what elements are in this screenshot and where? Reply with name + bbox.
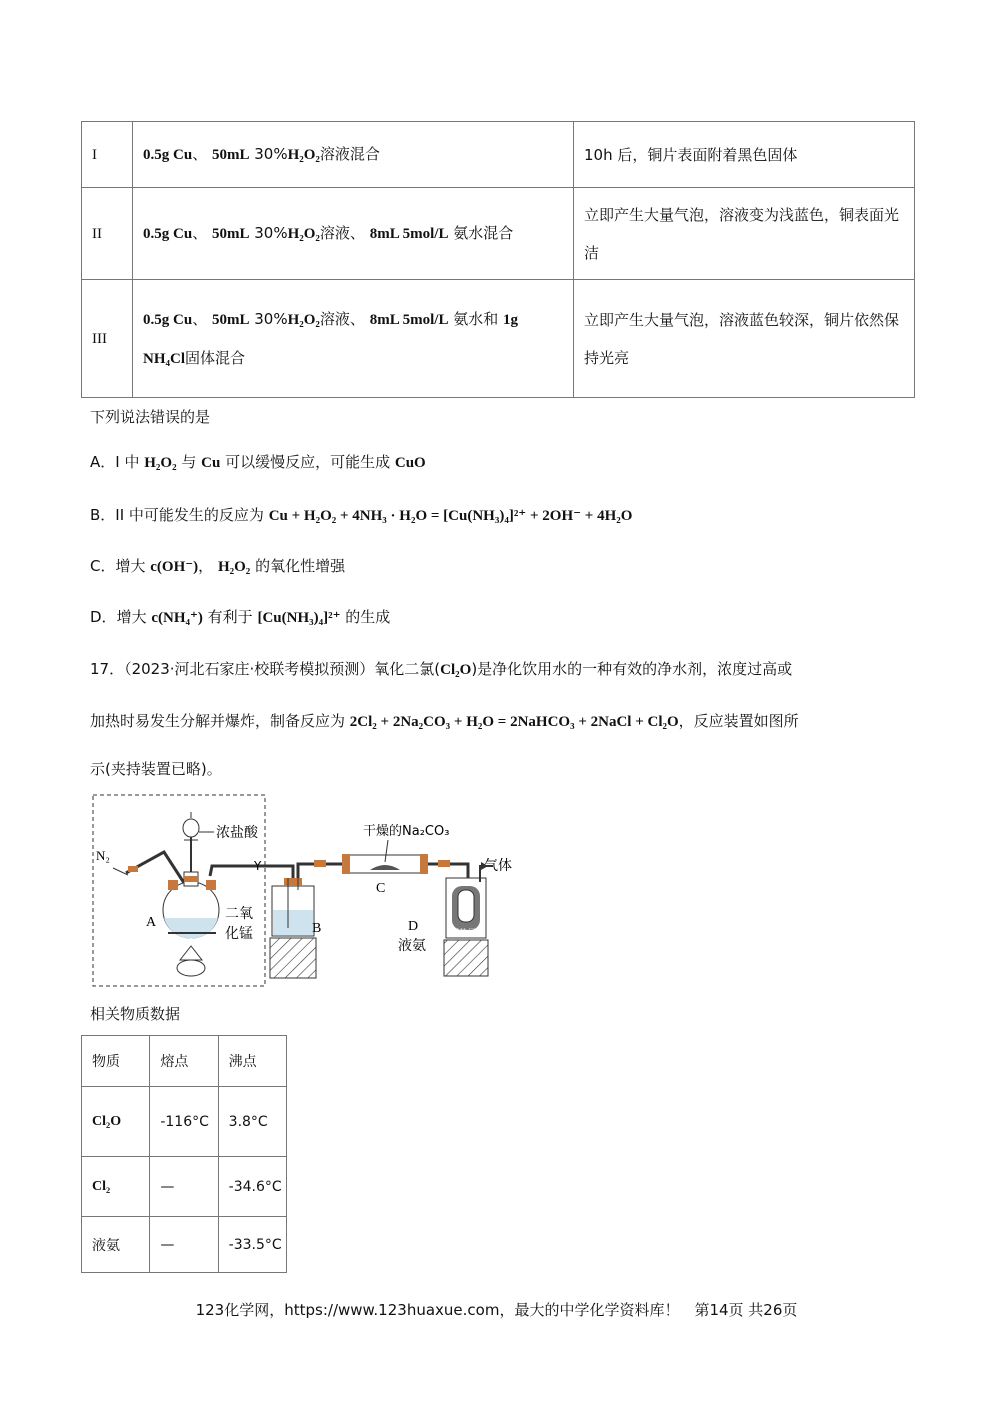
experiment-row xyxy=(82,122,915,188)
label-insulation: 隔热层 xyxy=(450,929,478,939)
label-mno2-1: 二氧 xyxy=(225,906,253,922)
experiment-id: II xyxy=(82,188,133,280)
experiment-table xyxy=(81,121,915,398)
substance-data-table xyxy=(81,1035,287,1273)
label-mno2-2: 化锰 xyxy=(225,926,253,942)
table-row xyxy=(82,1157,287,1217)
option-key: C． xyxy=(90,557,116,575)
formula-text: H₂O₂ xyxy=(144,455,177,471)
formula-text: c(NH₄⁺) xyxy=(151,610,203,626)
option-text xyxy=(115,506,632,524)
boiling-cell: -34.6°C xyxy=(218,1157,286,1217)
option-text xyxy=(115,557,345,575)
label-d: D xyxy=(408,919,419,934)
boiling-cell: -33.5°C xyxy=(218,1217,286,1273)
table-row xyxy=(82,1087,287,1157)
flask-liquid xyxy=(164,918,218,939)
option-b xyxy=(90,504,632,525)
melting-cell: — xyxy=(150,1217,218,1273)
option-a xyxy=(90,451,426,472)
text-run: 溶液、 xyxy=(319,224,370,242)
text-run: )是净化饮用水的一种有效的净水剂，浓度过高或 xyxy=(471,660,793,678)
n2-valve xyxy=(128,866,138,872)
text-run: I 中 xyxy=(115,453,145,471)
melting-cell: — xyxy=(150,1157,218,1217)
formula-text: [Cu(NH₃)₄]²⁺ xyxy=(257,610,341,626)
stand-d xyxy=(444,940,488,976)
experiment-row xyxy=(82,188,915,280)
option-c xyxy=(90,555,345,576)
text-run: 氨水混合 xyxy=(448,224,514,242)
q17-line-1 xyxy=(90,658,792,679)
experiment-row xyxy=(82,280,915,398)
option-d xyxy=(90,606,390,627)
valve-mark: Y xyxy=(254,859,262,873)
text-run: 固体混合 xyxy=(185,348,246,367)
text-run: 的生成 xyxy=(340,608,391,626)
text-run: 、 xyxy=(192,224,212,242)
experiment-id: III xyxy=(82,280,133,398)
formula-text: c(OH⁻) xyxy=(150,559,199,575)
text-run: 增大 xyxy=(116,608,152,626)
flask-stopper xyxy=(184,876,198,882)
formula-text: H₂O₂ xyxy=(287,147,320,163)
page-footer: 123化学网，https://www.123huaxue.com，最大的中学化学资料库！ 第14页 共26页 xyxy=(195,1301,798,1319)
experiment-reagents xyxy=(133,122,574,188)
formula-text: 2Cl₂ + 2Na₂CO₃ + H₂O = 2NaHCO₃ + 2NaCl + Cl₂O xyxy=(349,714,679,730)
option-text xyxy=(117,608,391,626)
text-run: 氨水和 xyxy=(448,309,504,328)
text-run: 的氧化性增强 xyxy=(250,557,346,575)
label-ammonia: 液氨 xyxy=(398,938,426,954)
text-run: 有利于 xyxy=(202,608,258,626)
formula-text: 8mL 5mol/L xyxy=(369,226,449,242)
experiment-id: I xyxy=(82,122,133,188)
label-na2co3: 干燥的Na₂CO₃ xyxy=(363,824,450,839)
formula-text: 50mL xyxy=(211,311,250,328)
text-run: 溶液混合 xyxy=(319,145,380,163)
text-run: 17．（2023·河北石家庄·校联考模拟预测）氧化二氯( xyxy=(90,660,441,678)
formula-text: 50mL xyxy=(211,147,250,163)
formula-text: Cu xyxy=(201,455,221,471)
u-tube xyxy=(458,890,474,922)
boiling-cell: 3.8°C xyxy=(218,1087,286,1157)
text-run: 30% xyxy=(249,309,288,328)
label-b: B xyxy=(312,921,322,936)
formula-text: CuO xyxy=(394,455,426,471)
label-c: C xyxy=(376,881,386,896)
option-key: B． xyxy=(90,506,116,524)
text-run: 、 xyxy=(192,145,212,163)
text-run: 30% xyxy=(249,145,288,163)
connector-cd xyxy=(438,860,450,867)
text-run: 可以缓慢反应，可能生成 xyxy=(220,453,395,471)
bottle-b-stopper xyxy=(284,878,302,886)
experiment-reagents xyxy=(133,188,574,280)
text-run: 增大 xyxy=(115,557,151,575)
tube-c xyxy=(346,855,424,873)
formula-text: 0.5g Cu xyxy=(143,226,193,242)
burner-lamp xyxy=(177,960,205,976)
formula-text: 1g NH₄Cl xyxy=(143,311,519,367)
option-key: D． xyxy=(90,608,117,626)
experiment-result: 立即产生大量气泡，溶液蓝色较深，铜片依然保持光亮 xyxy=(574,280,915,398)
formula-text: 0.5g Cu xyxy=(143,147,193,163)
burner-flame xyxy=(180,946,202,960)
formula-text: Cl₂O xyxy=(440,662,472,678)
header-substance: 物质 xyxy=(82,1036,150,1087)
formula-text: 50mL xyxy=(211,226,250,242)
label-a: A xyxy=(146,915,157,930)
stand-b xyxy=(270,938,316,978)
text-run: ，反应装置如图所 xyxy=(678,712,799,730)
experiment-result: 立即产生大量气泡，溶液变为浅蓝色，铜表面光洁 xyxy=(574,188,915,280)
side-neck-right xyxy=(206,880,216,890)
tube-c-stopper-right xyxy=(420,854,428,874)
option-key: A． xyxy=(90,453,116,471)
funnel-bulb xyxy=(183,819,199,837)
melting-cell: -116°C xyxy=(150,1087,218,1157)
question-prompt: 下列说法错误的是 xyxy=(90,408,211,426)
table-header-row xyxy=(82,1036,287,1087)
formula-text: H₂O₂ xyxy=(287,226,320,242)
formula-text: 8mL 5mol/L xyxy=(369,311,449,328)
text-run: 与 xyxy=(176,453,202,471)
data-caption: 相关物质数据 xyxy=(90,1005,181,1023)
formula-text: Cu + H₂O₂ + 4NH₃ · H₂O = [Cu(NH₃)₄]²⁺ + 2OH⁻ + 4H₂O xyxy=(268,508,633,524)
label-acid: 浓盐酸 xyxy=(216,825,258,841)
header-melting-point: 熔点 xyxy=(150,1036,218,1087)
table-row xyxy=(82,1217,287,1273)
tube-c-stopper-left xyxy=(342,854,350,874)
q17-line-2 xyxy=(90,710,799,731)
text-run: 、 xyxy=(192,309,212,328)
label-n2: N₂ xyxy=(96,848,110,863)
text-run: ， xyxy=(198,557,218,575)
substance-cell: 液氨 xyxy=(82,1217,150,1273)
substance-cell: Cl₂O xyxy=(82,1087,150,1157)
header-boiling-point: 沸点 xyxy=(218,1036,286,1087)
experiment-reagents xyxy=(133,280,574,398)
formula-text: H₂O₂ xyxy=(287,311,320,328)
text-run: II 中可能发生的反应为 xyxy=(115,506,269,524)
text-run: 30% xyxy=(249,224,288,242)
text-run: 溶液、 xyxy=(319,309,370,328)
tube-a-b xyxy=(210,866,293,882)
side-neck-left xyxy=(168,880,178,890)
text-run: 加热时易发生分解并爆炸，制备反应为 xyxy=(90,712,350,730)
option-text xyxy=(115,453,425,471)
substance-cell: Cl₂ xyxy=(82,1157,150,1217)
formula-text: 0.5g Cu xyxy=(143,311,193,328)
q17-line-3: 示(夹持装置已略)。 xyxy=(90,760,222,778)
bottle-b-liquid xyxy=(273,910,313,935)
apparatus-diagram xyxy=(88,790,528,990)
label-gas: 气体 xyxy=(484,858,512,874)
experiment-result: 10h 后，铜片表面附着黑色固体 xyxy=(574,122,915,188)
formula-text: H₂O₂ xyxy=(217,559,251,575)
connector-bc xyxy=(314,860,326,867)
